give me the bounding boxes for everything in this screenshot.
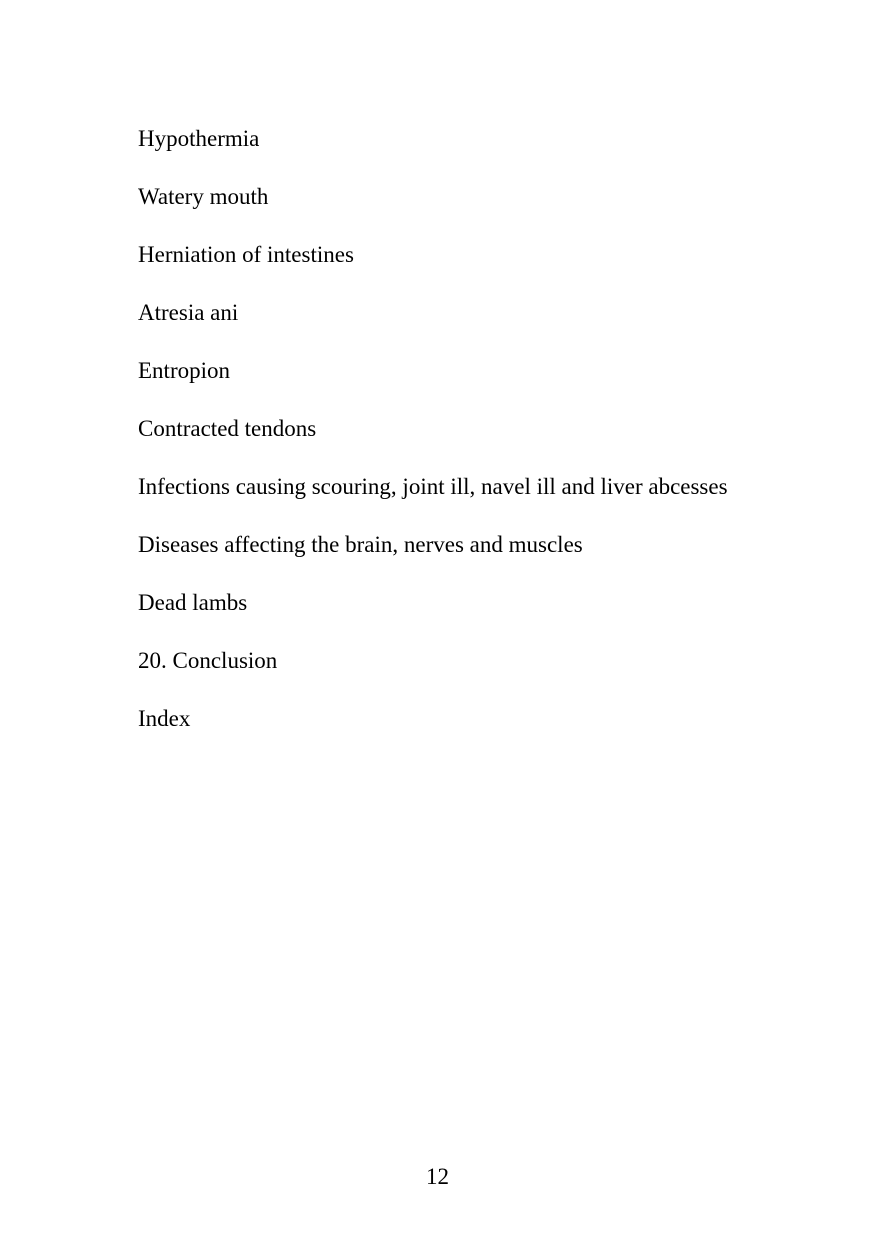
contents-entry-entropion: Entropion [138,358,230,383]
contents-entry-index: Index [138,706,191,731]
contents-entry-infections: Infections causing scouring, joint ill, navel ill and liver abcesses [138,474,728,499]
contents-entry-hypothermia: Hypothermia [138,126,260,151]
contents-entry-atresia-ani: Atresia ani [138,300,239,325]
contents-entry-diseases: Diseases affecting the brain, nerves and muscles [138,532,583,557]
contents-entry-watery-mouth: Watery mouth [138,184,269,209]
contents-entry-contracted-tendons: Contracted tendons [138,416,317,441]
page-number: 12 [426,1164,449,1189]
contents-entry-conclusion: 20. Conclusion [138,648,278,673]
contents-list [138,124,737,762]
contents-entry-herniation: Herniation of intestines [138,242,354,267]
contents-entry-dead-lambs: Dead lambs [138,590,248,615]
